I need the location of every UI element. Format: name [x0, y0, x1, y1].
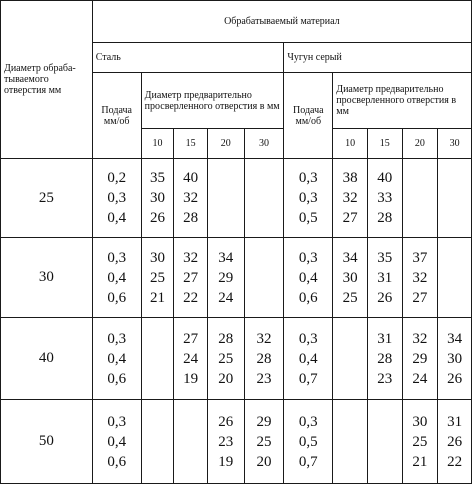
value: 30 — [447, 350, 463, 367]
iron-feed-cell — [284, 238, 333, 318]
steel-cell-empty — [141, 318, 174, 400]
steel-cell — [174, 318, 208, 400]
row-diameter: 40 — [1, 318, 93, 400]
value: 22 — [183, 289, 199, 306]
iron-cell — [367, 238, 402, 318]
iron-size-30: 30 — [438, 129, 472, 159]
value: 0,3 — [107, 249, 127, 266]
iron-feed-cell — [284, 318, 333, 400]
value: 23 — [218, 433, 234, 450]
value: 34 — [342, 249, 358, 266]
steel-size-15: 15 — [174, 129, 208, 159]
iron-size-10: 10 — [333, 129, 368, 159]
value: 25 — [218, 350, 234, 367]
value: 24 — [412, 370, 428, 387]
value: 40 — [183, 170, 199, 186]
value: 31 — [447, 413, 463, 430]
iron-cell-empty — [367, 400, 402, 484]
value: 20 — [256, 453, 272, 470]
value: 32 — [183, 190, 199, 206]
iron-cell — [333, 238, 368, 318]
cast-iron-header: Чугун серый — [284, 43, 472, 73]
value: 32 — [183, 249, 199, 266]
diameter-header-text: Диаметр обраба-тываемого отверстия мм — [4, 63, 76, 96]
steel-feed-cell — [92, 400, 141, 484]
steel-size-30: 30 — [244, 129, 284, 159]
steel-cell — [207, 318, 244, 400]
material-header: Обрабатываемый материал — [92, 1, 471, 43]
row-diameter: 50 — [1, 400, 93, 484]
iron-cell-empty — [438, 238, 472, 318]
iron-cell — [367, 318, 402, 400]
value: 22 — [447, 453, 463, 470]
iron-cell — [402, 238, 438, 318]
value: 0,4 — [107, 269, 127, 286]
value: 33 — [377, 190, 393, 206]
value: 31 — [377, 269, 393, 286]
value: 28 — [377, 350, 393, 367]
value: 0,6 — [107, 453, 127, 470]
value: 26 — [149, 210, 165, 226]
value: 28 — [183, 210, 199, 226]
value: 32 — [412, 269, 428, 286]
value: 19 — [183, 370, 199, 387]
value: 21 — [412, 453, 428, 470]
value: 29 — [412, 350, 428, 367]
iron-cell-empty — [333, 318, 368, 400]
steel-cell — [174, 159, 208, 238]
steel-feed-cell — [92, 238, 141, 318]
steel-size-20: 20 — [207, 129, 244, 159]
table-row — [1, 159, 472, 238]
steel-cell-empty — [244, 159, 284, 238]
steel-cell — [207, 238, 244, 318]
steel-cell — [141, 159, 174, 238]
value: 23 — [377, 370, 393, 387]
steel-cell — [207, 400, 244, 484]
steel-cell — [174, 238, 208, 318]
value: 30 — [342, 269, 358, 286]
value: 30 — [149, 190, 165, 206]
steel-pre-diameter-header: Диаметр предварительно просверленного отверстия в мм — [141, 73, 284, 129]
value: 29 — [256, 413, 272, 430]
value: 31 — [377, 330, 393, 347]
value: 26 — [447, 433, 463, 450]
value: 0,3 — [298, 330, 318, 347]
iron-cell — [438, 318, 472, 400]
steel-header: Сталь — [92, 43, 284, 73]
value: 34 — [218, 249, 234, 266]
value: 0,4 — [107, 210, 127, 226]
value: 0,4 — [298, 350, 318, 367]
value: 29 — [218, 269, 234, 286]
steel-cell-empty — [207, 159, 244, 238]
value: 0,3 — [107, 330, 127, 347]
steel-size-10: 10 — [141, 129, 174, 159]
value: 23 — [256, 370, 272, 387]
value: 0,7 — [298, 453, 318, 470]
value: 0,4 — [107, 350, 127, 367]
iron-cell — [367, 159, 402, 238]
table-row — [1, 400, 472, 484]
value: 0,2 — [107, 170, 127, 186]
iron-feed-header: Подача мм/об — [284, 73, 333, 159]
steel-cell-empty — [174, 400, 208, 484]
value: 0,3 — [298, 190, 318, 206]
value: 26 — [377, 289, 393, 306]
value: 32 — [256, 330, 272, 347]
value: 21 — [149, 289, 165, 306]
iron-size-15: 15 — [367, 129, 402, 159]
value: 0,4 — [298, 269, 318, 286]
value: 38 — [342, 170, 358, 186]
value: 0,6 — [107, 289, 127, 306]
steel-cell — [244, 400, 284, 484]
value: 30 — [149, 249, 165, 266]
value: 0,6 — [107, 370, 127, 387]
value: 19 — [218, 453, 234, 470]
iron-feed-cell — [284, 159, 333, 238]
value: 27 — [183, 330, 199, 347]
value: 28 — [377, 210, 393, 226]
value: 26 — [218, 413, 234, 430]
iron-cell — [402, 400, 438, 484]
value: 0,3 — [298, 413, 318, 430]
steel-feed-header: Подача мм/об — [92, 73, 141, 159]
iron-size-20: 20 — [402, 129, 438, 159]
value: 27 — [412, 289, 428, 306]
value: 25 — [412, 433, 428, 450]
value: 35 — [149, 170, 165, 186]
iron-cell — [333, 159, 368, 238]
value: 25 — [342, 289, 358, 306]
value: 27 — [183, 269, 199, 286]
value: 0,7 — [298, 370, 318, 387]
value: 0,3 — [107, 190, 127, 206]
value: 26 — [447, 370, 463, 387]
value: 0,3 — [107, 413, 127, 430]
value: 40 — [377, 170, 393, 186]
iron-pre-diameter-header: Диаметр предварительно просверленного отверстия в мм — [333, 73, 472, 129]
value: 24 — [218, 289, 234, 306]
value: 28 — [256, 350, 272, 367]
row-diameter: 25 — [1, 159, 93, 238]
table-row — [1, 238, 472, 318]
value: 32 — [412, 330, 428, 347]
diameter-header — [1, 1, 93, 159]
value: 0,6 — [298, 289, 318, 306]
steel-cell-empty — [141, 400, 174, 484]
steel-feed-cell — [92, 159, 141, 238]
iron-cell-empty — [333, 400, 368, 484]
steel-cell-empty — [244, 238, 284, 318]
iron-cell-empty — [402, 159, 438, 238]
iron-cell — [438, 400, 472, 484]
value: 0,4 — [107, 433, 127, 450]
iron-cell — [402, 318, 438, 400]
value: 24 — [183, 350, 199, 367]
iron-feed-cell — [284, 400, 333, 484]
value: 35 — [377, 249, 393, 266]
value: 37 — [412, 249, 428, 266]
steel-cell — [141, 238, 174, 318]
value: 25 — [149, 269, 165, 286]
value: 32 — [342, 190, 358, 206]
iron-cell-empty — [438, 159, 472, 238]
value: 30 — [412, 413, 428, 430]
row-diameter: 30 — [1, 238, 93, 318]
value: 25 — [256, 433, 272, 450]
value: 20 — [218, 370, 234, 387]
value: 34 — [447, 330, 463, 347]
value: 28 — [218, 330, 234, 347]
steel-feed-cell — [92, 318, 141, 400]
value: 0,3 — [298, 170, 318, 186]
value: 0,3 — [298, 249, 318, 266]
steel-cell — [244, 318, 284, 400]
table-row — [1, 318, 472, 400]
value: 27 — [342, 210, 358, 226]
value: 0,5 — [298, 210, 318, 226]
value: 0,5 — [298, 433, 318, 450]
